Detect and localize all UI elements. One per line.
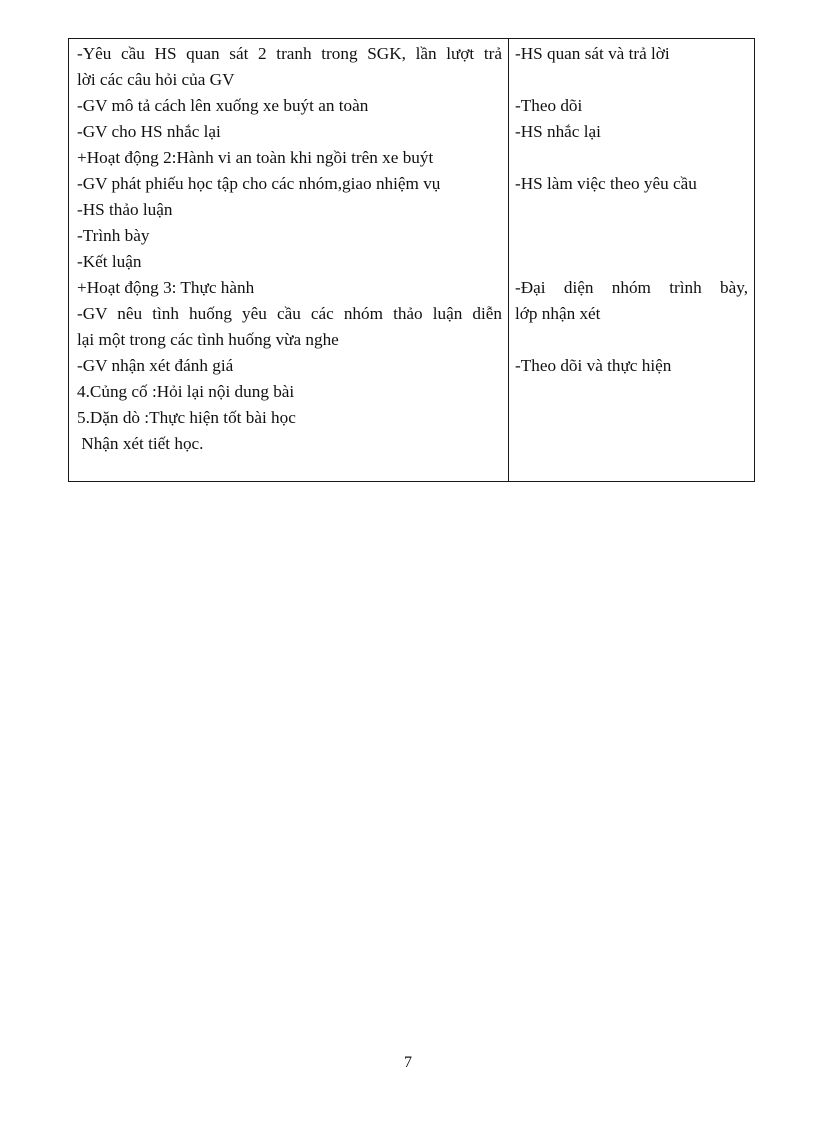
student-activity-column [509,39,754,481]
teacher-line: +Hoạt động 3: Thực hành [77,278,255,297]
teacher-line: lời các câu hỏi của GV [77,70,235,89]
student-line [515,327,748,353]
student-line [515,223,748,249]
teacher-line: 5.Dặn dò :Thực hiện tốt bài học [77,408,296,427]
teacher-activity-column [69,39,509,481]
student-line: -Theo dõi và thực hiện [515,356,672,375]
student-line: -HS quan sát và trả lời [515,44,670,63]
teacher-line: Nhận xét tiết học. [77,434,204,453]
teacher-line: -HS thảo luận [77,200,173,219]
teacher-line: lại một trong các tình huống vừa nghe [77,330,339,349]
teacher-line: -GV phát phiếu học tập cho các nhóm,giao nhiệm vụ [77,174,441,193]
lesson-activity-table [68,38,755,482]
teacher-line: 4.Củng cố :Hỏi lại nội dung bài [77,382,295,401]
teacher-line: -GV nêu tình huống yêu cầu các nhóm thảo luận diễn [77,304,502,323]
student-line: -HS nhắc lại [515,122,601,141]
teacher-line: -GV nhận xét đánh giá [77,356,234,375]
student-line: -Đại diện nhóm trình bày, [515,278,748,297]
student-line: -Theo dõi [515,96,583,115]
teacher-line: -GV cho HS nhắc lại [77,122,221,141]
student-line [515,197,748,223]
teacher-line: +Hoạt động 2:Hành vi an toàn khi ngồi trên xe buýt [77,148,434,167]
teacher-line: -GV mô tả cách lên xuống xe buýt an toàn [77,96,369,115]
teacher-line: -Kết luận [77,252,142,271]
student-line [515,145,748,171]
student-line [515,249,748,275]
student-line: -HS làm việc theo yêu cầu [515,174,697,193]
teacher-line: -Trình bày [77,226,150,245]
teacher-line: -Yêu cầu HS quan sát 2 tranh trong SGK, lần lượt trả [77,44,502,63]
page-number: 7 [404,1054,412,1071]
student-line [515,67,748,93]
student-line: lớp nhận xét [515,304,601,323]
